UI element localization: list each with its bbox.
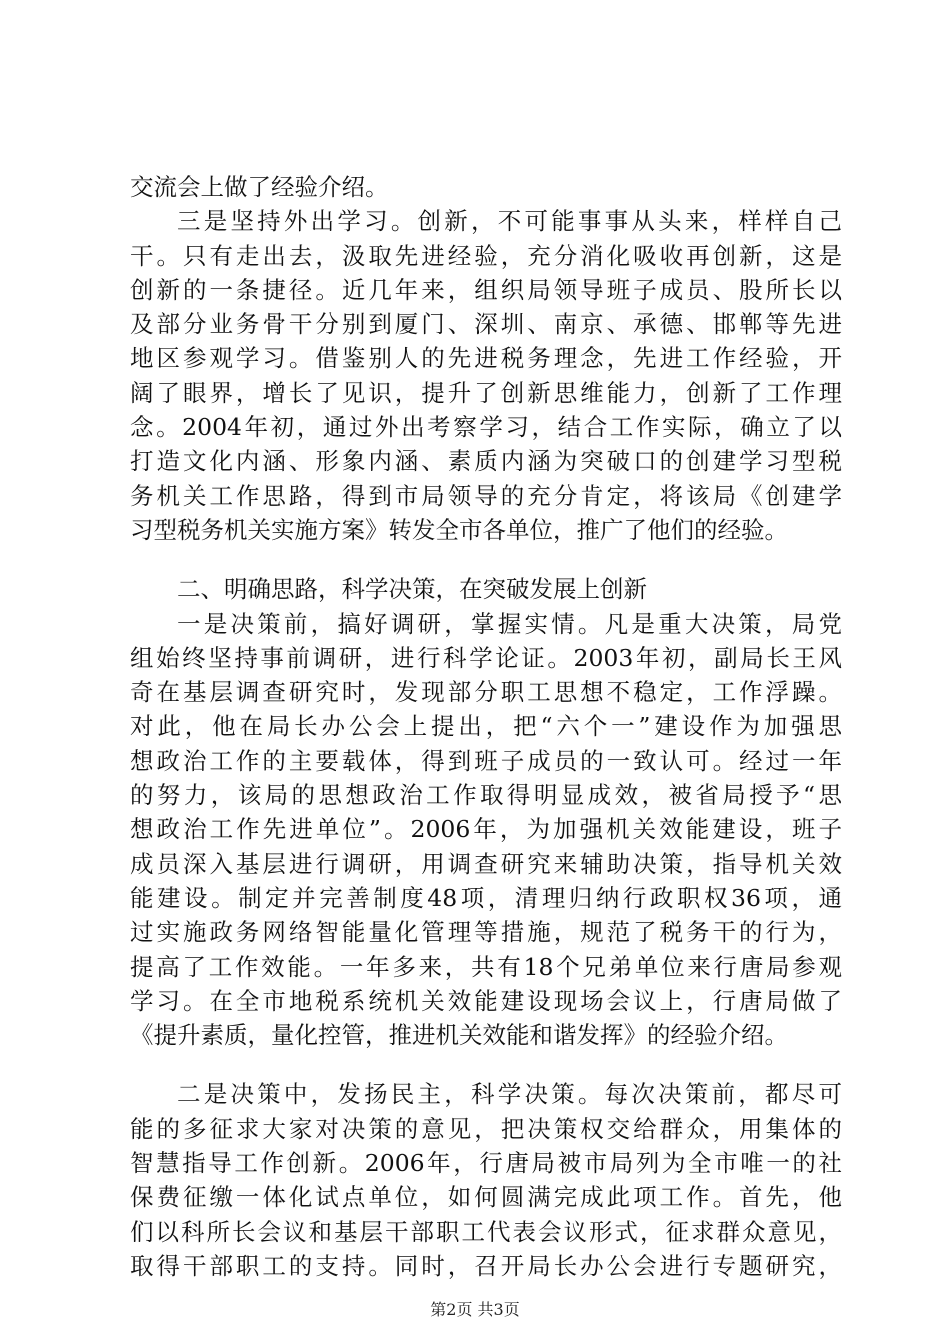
text-line: 二、明确思路，科学决策，在突破发展上创新	[177, 575, 647, 604]
text-line: 的努力，该局的思想政治工作取得明显成效，被省局授予“思	[130, 781, 842, 810]
text-line: 保费征缴一体化试点单位，如何圆满完成此项工作。首先，他	[130, 1183, 842, 1212]
page-number-label: 第2页 共3页	[430, 1300, 520, 1319]
text-line: 干。只有走出去，汲取先进经验，充分消化吸收再创新，这是	[130, 241, 842, 270]
text-line: 组始终坚持事前调研，进行科学论证。2003年初，副局长王风	[130, 643, 842, 672]
text-line: 想政治工作先进单位”。2006年，为加强机关效能建设，班子	[130, 815, 842, 844]
text-line: 念。2004年初，通过外出考察学习，结合工作实际，确立了以	[130, 413, 842, 442]
paragraph	[130, 170, 842, 204]
section-heading	[130, 572, 842, 606]
text-line: 提高了工作效能。一年多来，共有18个兄弟单位来行唐局参观	[130, 952, 842, 981]
text-line: 《提升素质，量化控管，推进机关效能和谐发挥》的经验介绍。	[130, 1021, 788, 1050]
text-line: 打造文化内涵、形象内涵、素质内涵为突破口的创建学习型税	[130, 447, 842, 476]
text-line: 交流会上做了经验介绍。	[130, 173, 389, 201]
text-line: 对此，他在局长办公会上提出，把“六个一”建设作为加强思	[130, 712, 842, 741]
text-line: 奇在基层调查研究时，发现部分职工思想不稳定，工作浮躁。	[130, 678, 842, 707]
text-line: 们以科所长会议和基层干部职工代表会议形式，征求群众意见，	[130, 1217, 842, 1246]
page-footer	[0, 1300, 950, 1320]
text-line: 能的多征求大家对决策的意见，把决策权交给群众，用集体的	[130, 1114, 842, 1143]
text-line: 过实施政务网络智能量化管理等措施，规范了税务干的行为，	[130, 918, 842, 947]
text-line: 二是决策中，发扬民主，科学决策。每次决策前，都尽可	[177, 1080, 842, 1109]
text-line: 习型税务机关实施方案》转发全市各单位，推广了他们的经验。	[130, 515, 788, 544]
text-line: 成员深入基层进行调研，用调查研究来辅助决策，指导机关效	[130, 849, 842, 878]
text-line: 智慧指导工作创新。2006年，行唐局被市局列为全市唯一的社	[130, 1149, 842, 1178]
text-line: 能建设。制定并完善制度48项，清理归纳行政职权36项，通	[130, 883, 842, 912]
paragraph-spacer	[130, 1052, 842, 1077]
text-line: 学习。在全市地税系统机关效能建设现场会议上，行唐局做了	[130, 986, 842, 1015]
text-line: 创新的一条捷径。近几年来，组织局领导班子成员、股所长以	[130, 275, 842, 304]
paragraph-spacer	[130, 547, 842, 572]
paragraph	[130, 204, 842, 547]
text-line: 一是决策前，搞好调研，掌握实情。凡是重大决策，局党	[177, 609, 842, 638]
text-line: 想政治工作的主要载体，得到班子成员的一致认可。经过一年	[130, 746, 842, 775]
text-line: 阔了眼界，增长了见识，提升了创新思维能力，创新了工作理	[130, 378, 842, 407]
document-body	[130, 170, 842, 1283]
text-line: 取得干部职工的支持。同时，召开局长办公会进行专题研究，	[130, 1251, 842, 1280]
text-line: 务机关工作思路，得到市局领导的充分肯定，将该局《创建学	[130, 481, 842, 510]
text-line: 地区参观学习。借鉴别人的先进税务理念，先进工作经验，开	[130, 344, 842, 373]
text-line: 三是坚持外出学习。创新，不可能事事从头来，样样自己	[177, 207, 842, 236]
paragraph	[130, 607, 842, 1053]
text-line: 及部分业务骨干分别到厦门、深圳、南京、承德、邯郸等先进	[130, 310, 842, 339]
paragraph	[130, 1077, 842, 1283]
